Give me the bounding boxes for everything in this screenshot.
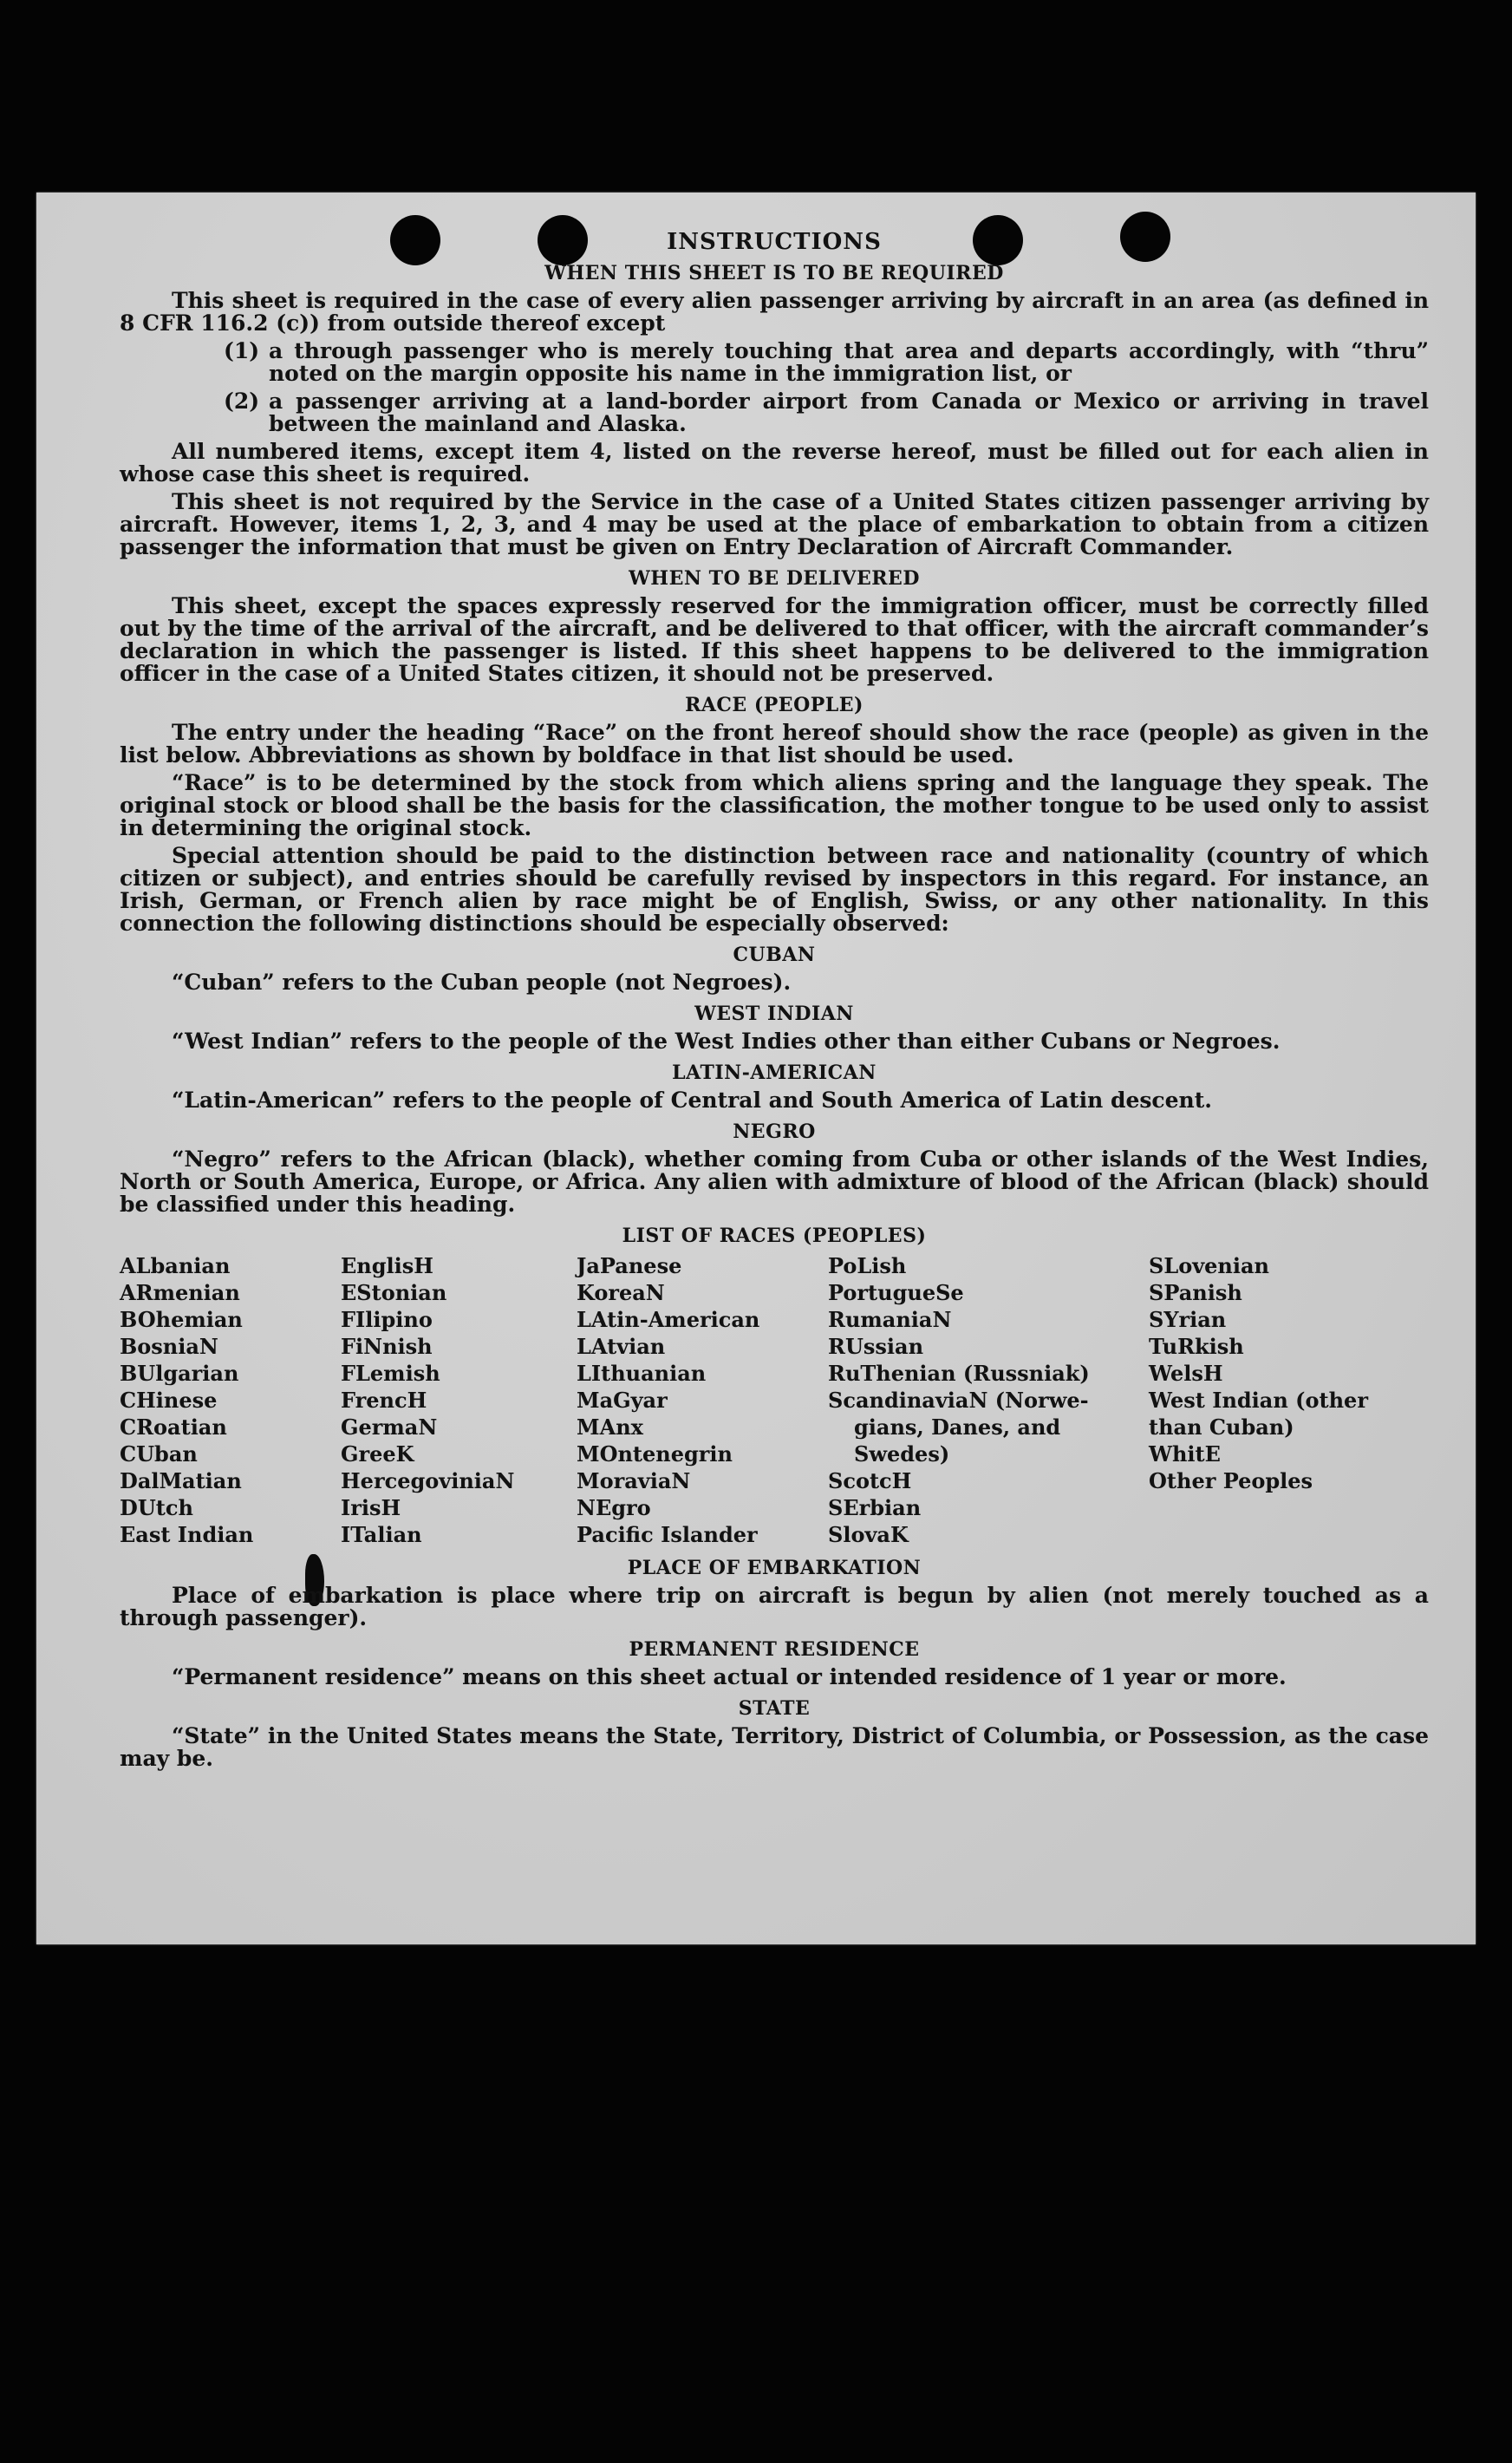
race-entry: CRoatian: [120, 1414, 227, 1440]
race-entry: Swedes): [854, 1441, 950, 1467]
race-entry: FLemish: [341, 1361, 440, 1386]
race-column-2: [341, 1252, 577, 1548]
race-list: [120, 1252, 1429, 1548]
race-paragraph-2: “Race” is to be determined by the stock from which aliens spring and the language they speak. The original stock or blood shall be the basis for the classification, the mother tongue to be used only to assist in determining the original stock.: [120, 770, 1429, 840]
west-indian-text: “West Indian” refers to the people of the West Indies other than either Cubans or Negroes.: [172, 1029, 1281, 1054]
race-entry: East Indian: [120, 1522, 254, 1547]
race-entry: DalMatian: [120, 1468, 242, 1493]
race-entry: CUban: [120, 1441, 198, 1467]
instructions-content: [120, 231, 1429, 1775]
race-entry: LAtin-American: [577, 1307, 760, 1332]
race-entry: GermaN: [341, 1414, 438, 1440]
race-entry: GreeK: [341, 1441, 414, 1467]
race-entry: West Indian (other: [1149, 1388, 1368, 1413]
race-entry: NEgro: [577, 1495, 651, 1520]
exception-text: a passenger arriving at a land-border airport from Canada or Mexico or arriving in travel between the mainland and Alaska.: [269, 389, 1429, 436]
state-text: “State” in the United States means the State, Territory, District of Columbia, or Possession, as the case may be.: [120, 1723, 1429, 1771]
race-entry: TuRkish: [1149, 1334, 1244, 1359]
race-paragraph-3: Special attention should be paid to the distinction between race and nationality (country of which citizen or subject), and entries should be carefully revised by inspectors in this regard. For instance, an Irish, German, or French alien by race might be of English, Swiss, or any other nationality. In this connection the following distinctions should be especially observed:: [120, 843, 1429, 936]
race-entry: MAnx: [577, 1414, 643, 1440]
negro-text: “Negro” refers to the African (black), whether coming from Cuba or other islands of the West Indies, North or South America, Europe, or Africa. Any alien with admixture of blood of the African (black) should be classified under this heading.: [120, 1147, 1429, 1217]
race-entry: ScotcH: [828, 1468, 912, 1493]
race-entry: ScandinaviaN (Norwe-: [828, 1388, 1089, 1413]
race-entry: BosniaN: [120, 1334, 218, 1359]
race-entry: SlovaK: [828, 1522, 909, 1547]
race-entry: LIthuanian: [577, 1361, 707, 1386]
heading-permanent-residence: PERMANENT RESIDENCE: [629, 1638, 920, 1661]
race-entry: PortugueSe: [828, 1280, 964, 1305]
permanent-residence-text: “Permanent residence” means on this sheet actual or intended residence of 1 year or more.: [172, 1664, 1287, 1689]
race-column-3: [577, 1252, 828, 1548]
exception-text: a through passenger who is merely touching that area and departs accordingly, with “thru” noted on the margin opposite his name in the immigration list, or: [269, 338, 1429, 386]
race-entry: RumaniaN: [828, 1307, 952, 1332]
race-entry: ITalian: [341, 1522, 422, 1547]
race-entry: CHinese: [120, 1388, 218, 1413]
race-entry: than Cuban): [1149, 1414, 1294, 1440]
heading-latin-american: LATIN-AMERICAN: [672, 1062, 877, 1084]
instruction-sheet: [36, 193, 1476, 1944]
heading-when-delivered: WHEN TO BE DELIVERED: [629, 567, 920, 590]
race-entry: RUssian: [828, 1334, 924, 1359]
race-entry: KoreaN: [577, 1280, 665, 1305]
citizen-paragraph: This sheet is not required by the Service in the case of a United States citizen passenger arriving by aircraft. However, items 1, 2, 3, and 4 may be used at the place of embarkation to obtain from a citizen passenger the information that must be given on Entry Declaration of Aircraft Commander.: [120, 489, 1429, 559]
race-entry: ALbanian: [120, 1253, 231, 1278]
race-entry: MoraviaN: [577, 1468, 691, 1493]
race-entry: ARmenian: [120, 1280, 240, 1305]
numbered-items-paragraph: All numbered items, except item 4, listed on the reverse hereof, must be filled out for each alien in whose case this sheet is required.: [120, 439, 1429, 487]
race-entry: MOntenegrin: [577, 1441, 733, 1467]
heading-west-indian: WEST INDIAN: [694, 1003, 854, 1025]
page-title: INSTRUCTIONS: [667, 229, 882, 255]
race-entry: FrencH: [341, 1388, 427, 1413]
race-entry: IrisH: [341, 1495, 401, 1520]
heading-state: STATE: [738, 1697, 811, 1720]
race-entry: LAtvian: [577, 1334, 666, 1359]
race-entry: DUtch: [120, 1495, 193, 1520]
race-paragraph-1: The entry under the heading “Race” on the front hereof should show the race (people) as given in the list below. Abbreviations as shown by boldface in that list should be used.: [120, 720, 1429, 768]
exception-item-1: [120, 340, 1429, 385]
race-column-1: [120, 1252, 341, 1548]
race-entry: HercegoviniaN: [341, 1468, 515, 1493]
race-entry: EnglisH: [341, 1253, 433, 1278]
place-of-embarkation-text: Place of embarkation is place where trip on aircraft is begun by alien (not merely touched as a through passenger).: [120, 1583, 1429, 1630]
exception-number: (2): [224, 389, 260, 414]
exception-number: (1): [224, 338, 260, 363]
heading-cuban: CUBAN: [733, 944, 816, 966]
race-column-5: [1149, 1252, 1409, 1548]
race-entry: BUlgarian: [120, 1361, 239, 1386]
race-entry: SPanish: [1149, 1280, 1242, 1305]
heading-list-of-races: LIST OF RACES (PEOPLES): [622, 1225, 927, 1247]
latin-american-text: “Latin-American” refers to the people of Central and South America of Latin descent.: [172, 1088, 1212, 1113]
when-required-intro: This sheet is required in the case of every alien passenger arriving by aircraft in an area (as defined in 8 CFR 116.2 (c)) from outside thereof except: [120, 288, 1429, 336]
race-entry: WhitE: [1149, 1441, 1221, 1467]
heading-when-required: WHEN THIS SHEET IS TO BE REQUIRED: [544, 262, 1004, 284]
race-entry: BOhemian: [120, 1307, 243, 1332]
race-entry: FIlipino: [341, 1307, 433, 1332]
heading-negro: NEGRO: [733, 1120, 816, 1143]
heading-race: RACE (PEOPLE): [685, 694, 864, 716]
race-entry: EStonian: [341, 1280, 447, 1305]
race-entry: JaPanese: [577, 1253, 682, 1278]
when-delivered-text: This sheet, except the spaces expressly reserved for the immigration officer, must be correctly filled out by the time of the arrival of the aircraft, and be delivered to that officer, with the aircraft commander’s declaration in which the passenger is listed. If this sheet happens to be delivered to the immigration officer in the case of a United States citizen, it should not be preserved.: [120, 593, 1429, 686]
race-entry: Pacific Islander: [577, 1522, 758, 1547]
race-entry: RuThenian (Russniak): [828, 1361, 1090, 1386]
race-entry: PoLish: [828, 1253, 907, 1278]
cuban-text: “Cuban” refers to the Cuban people (not Negroes).: [172, 970, 792, 995]
race-column-4: [828, 1252, 1149, 1548]
race-entry: FiNnish: [341, 1334, 433, 1359]
race-entry: WelsH: [1149, 1361, 1223, 1386]
race-entry: SLovenian: [1149, 1253, 1269, 1278]
exception-item-2: [120, 390, 1429, 435]
race-entry: MaGyar: [577, 1388, 668, 1413]
heading-place-of-embarkation: PLACE OF EMBARKATION: [627, 1557, 922, 1579]
race-entry: SYrian: [1149, 1307, 1227, 1332]
race-entry: Other Peoples: [1149, 1468, 1313, 1493]
race-entry: gians, Danes, and: [854, 1414, 1061, 1440]
race-entry: SErbian: [828, 1495, 922, 1520]
